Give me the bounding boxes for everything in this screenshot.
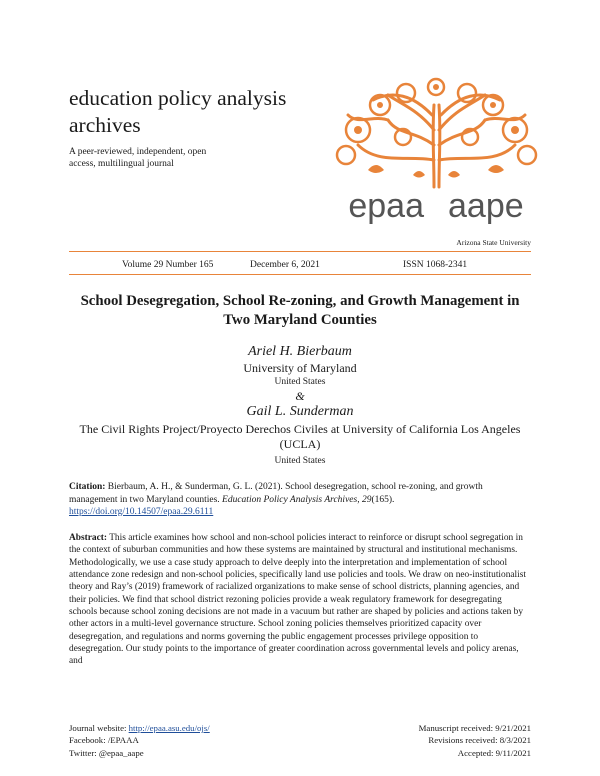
volume-number: Volume 29 Number 165 [122,260,214,270]
manuscript-received: Manuscript received: 9/21/2021 [418,723,531,733]
author-separator: & [295,389,305,403]
affiliation-2: The Civil Rights Project/Proyecto Derechos Civiles at University of California Los Angeles (UCLA) [79,422,521,451]
logo-text-right: aape [448,187,524,225]
accepted-date: Accepted: 9/11/2021 [457,747,531,758]
abstract [69,532,531,668]
journal-website-link[interactable]: http://epaa.asu.edu/ojs/ [128,723,210,733]
author-2: Gail L. Sunderman [246,404,354,419]
epaa-logo [318,75,550,235]
citation [69,481,531,519]
logo-text-left: epaa [348,187,424,225]
country-1: United States [274,377,326,387]
publication-date: December 6, 2021 [250,260,320,270]
article-title: School Desegregation, School Re-zoning, and Growth Management in Two Maryland Counties [80,293,520,328]
revisions-received: Revisions received: 8/3/2021 [428,735,531,746]
abstract-text: This article examines how school and non-school policies interact to reinforce or disrupt school segregation in the context of suburban communities and how these systems are maintained by structural and institutional mechanisms. Methodologically, we use a case study approach to delve deeply into the interpretation and implementation of school attendance zone redesign and non-school policies, specifically land use policies and tools. We draw on neo-institutionalist theory and Ray’s (2019) framework of racialized organizations to make sense of school districts, planning agencies, and their policies. We find that school district rezoning policies provide a weak regulatory framework for desegregating schools because school zoning decisions are not made in a vacuum but rather are shaped by policies and actions taken by other actors in a multi-level governance structure. School zoning policies themselves prioritized capacity over desegregation, and regulations and norms governing the public engagement processes privilege opposition to desegregation. Our study points to the importance of greater coordination across governmental levels and policy arenas, and [69,533,527,667]
citation-label: Citation: [69,482,106,492]
citation-journal: Education Policy Analysis Archives, 29 [222,494,372,505]
country-2: United States [274,456,326,466]
affiliation-1: University of Maryland [243,361,357,375]
facebook-handle: Facebook: /EPAAA [69,735,139,746]
footer-right [419,722,531,759]
meta-rule-bottom [69,274,531,275]
twitter-handle: Twitter: @epaa_aape [69,747,144,758]
citation-text-a: Bierbaum, A. H., & Sunderman, G. L. (2021). School desegregation, school re-zoning, and growth management in two Maryland counties. [69,482,483,505]
author-1: Ariel H. Bierbaum [248,344,352,359]
footer-left [69,722,210,759]
issn: ISSN 1068-2341 [403,260,468,270]
meta-rule-top [69,251,531,252]
citation-doi-link[interactable]: https://doi.org/10.14507/epaa.29.6111 [69,507,214,517]
abstract-label: Abstract: [69,533,108,543]
university-name: Arizona State University [456,238,531,247]
citation-text-b: (165). [371,494,395,505]
journal-title: education policy analysis archives [69,86,287,137]
journal-website: Journal website: http://epaa.asu.edu/ojs/ [69,723,210,733]
journal-tagline: A peer-reviewed, independent, open access, multilingual journal [69,147,207,169]
